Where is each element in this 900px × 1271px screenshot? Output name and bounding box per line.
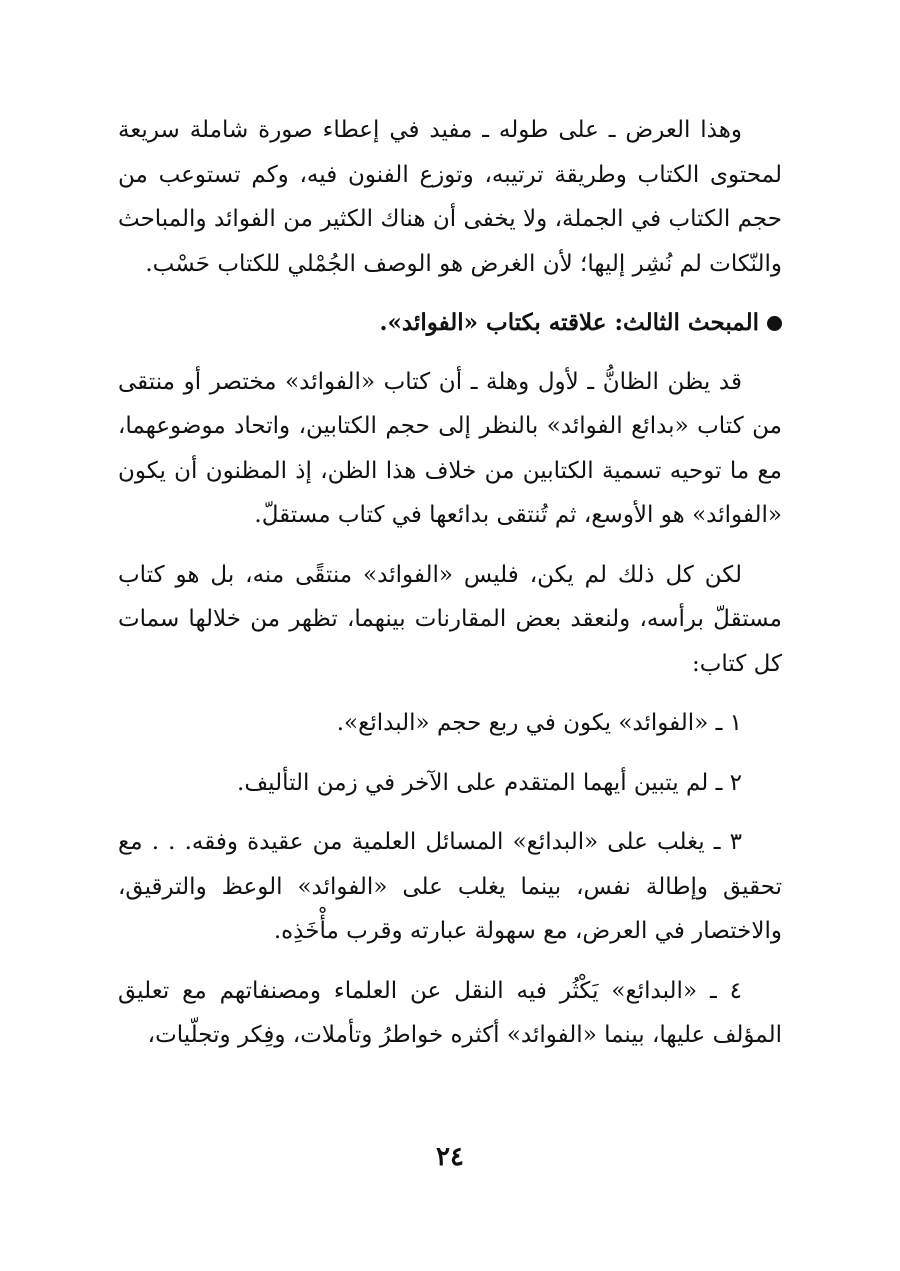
comparison-item-1: ١ ـ «الفوائد» يكون في ربع حجم «البدائع». (336, 710, 742, 736)
comparison-item-4: ٤ ـ «البدائع» يَكْثُر فيه النقل عن العلماء ومصنفاتهم مع تعليق المؤلف عليها، بينما «الفوائد» أكثره خواطرُ وتأملات، وفِكر وتجلّيات، (118, 977, 782, 1048)
section-heading (118, 301, 782, 346)
intro-paragraph: وهذا العرض ـ على طوله ـ مفيد في إعطاء صورة شاملة سريعة لمحتوى الكتاب وطريقة ترتيبه، وتوزع الفنون فيه، وكم تستوعب من حجم الكتاب في الجملة، ولا يخفى أن هناك الكثير من الفوائد والمباحث والنّكات لم نُشِر إليها؛ لأن الغرض هو الوصف الجُمْلي للكتاب حَسْب. (118, 117, 782, 277)
comparison-item-3: ٣ ـ يغلب على «البدائع» المسائل العلمية من عقيدة وفقه. . . مع تحقيق وإطالة نفس، بينما يغلب على «الفوائد» الوعظ والترقيق، والاختصار في العرض، مع سهولة عبارته وقرب مأْخَذِه. (118, 829, 782, 944)
comparison-item-2: ٢ ـ لم يتبين أيهما المتقدم على الآخر في زمن التأليف. (237, 769, 742, 796)
paragraph-assumption: قد يظن الظانُّ ـ لأول وهلة ـ أن كتاب «الفوائد» مختصر أو منتقى من كتاب «بدائع الفوائد» بالنظر إلى حجم الكتابين، واتحاد موضوعهما، مع ما توحيه تسمية الكتابين من خلاف هذا الظن، إذ المظنون أن يكون «الفوائد» هو الأوسع، ثم تُنتقى بدائعها في كتاب مستقلّ. (118, 368, 782, 528)
page-number: ٢٤ (436, 1142, 464, 1172)
section-heading-text: المبحث الثالث: علاقته بكتاب «الفوائد». (379, 309, 759, 336)
paragraph-comparison-intro: لكن كل ذلك لم يكن، فليس «الفوائد» منتقًى منه، بل هو كتاب مستقلّ برأسه، ولنعقد بعض المقارنات بينهما، تظهر من خلالها سمات كل كتاب: (118, 561, 782, 677)
document-page (118, 108, 782, 1073)
bullet-icon (767, 316, 782, 331)
